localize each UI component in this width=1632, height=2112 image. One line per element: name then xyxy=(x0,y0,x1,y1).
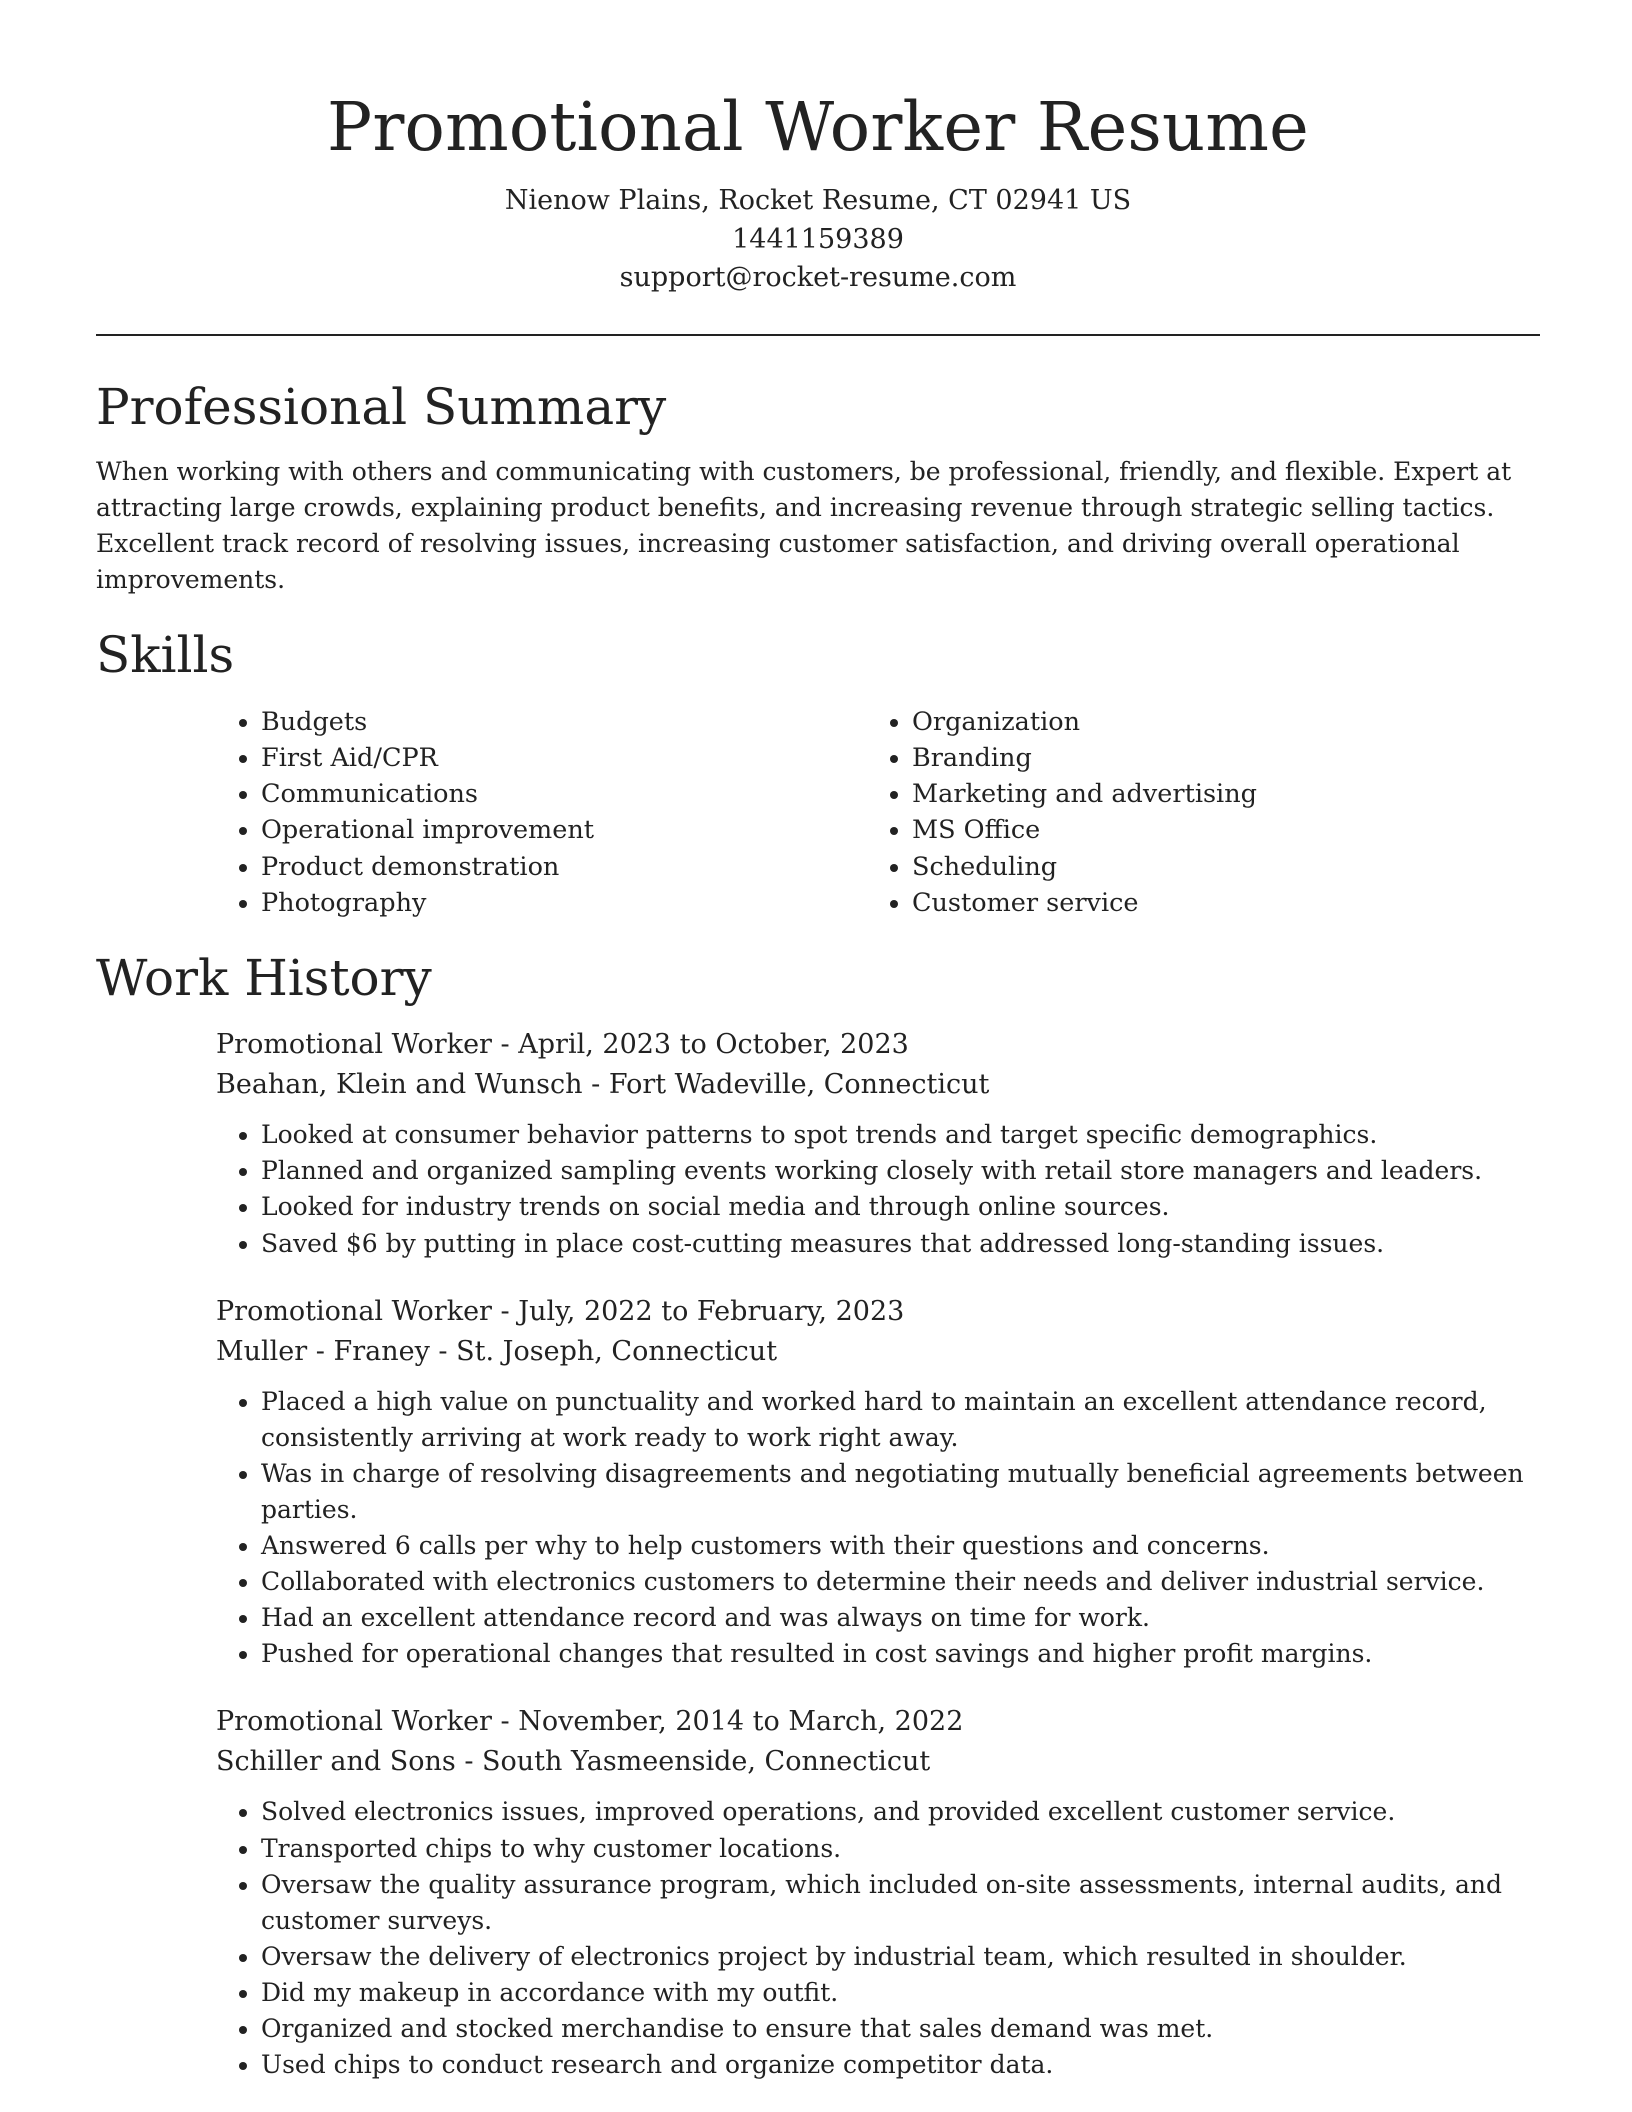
work-history-heading: Work History xyxy=(96,949,432,1008)
skills-list-right xyxy=(867,704,1518,922)
job-bullets xyxy=(216,1117,1540,1261)
job-bullets xyxy=(216,1384,1540,1673)
contact-info xyxy=(96,182,1540,298)
job-title: Promotional Worker xyxy=(216,1029,492,1061)
job-dates: April, 2023 to October, 2023 xyxy=(518,1029,909,1061)
job-title-line: Promotional Worker - November, 2014 to March, 2022 xyxy=(216,1706,964,1738)
job-company-line: Schiller and Sons - South Yasmeenside, Connecticut xyxy=(216,1746,931,1778)
skill-item: • Budgets xyxy=(261,704,867,740)
skill-item: • Marketing and advertising xyxy=(912,776,1518,812)
job-entry xyxy=(216,1292,1540,1673)
work-history-section xyxy=(96,945,1540,2083)
skills-columns xyxy=(216,704,1540,922)
job-company-line: Beahan, Klein and Wunsch - Fort Wadeville, Connecticut xyxy=(216,1069,990,1101)
skill-item: • Photography xyxy=(261,885,867,921)
job-bullet: • Solved electronics issues, improved operations, and provided excellent customer service. xyxy=(261,1794,1540,1830)
contact-email: support@rocket-resume.com xyxy=(619,262,1017,293)
summary-section xyxy=(96,374,1540,598)
job-company: Muller - Franey xyxy=(216,1335,430,1367)
skill-item: • Branding xyxy=(912,740,1518,776)
summary-text: When working with others and communicating with customers, be professional, friendly, and flexible. Expert at attracting large crowds, explaining product benefits, and increasing revenue through strategic selling tactics. Excellent track record of resolving issues, increasing customer satisfaction, and driving overall operational improvements. xyxy=(96,456,1512,594)
skill-item: • First Aid/CPR xyxy=(261,740,867,776)
job-bullet: • Answered 6 calls per why to help customers with their questions and concerns. xyxy=(261,1528,1540,1564)
job-bullet: • Looked at consumer behavior patterns to spot trends and target specific demographics. xyxy=(261,1117,1540,1153)
skill-item: • Organization xyxy=(912,704,1518,740)
header-divider xyxy=(96,334,1540,336)
job-bullet: • Placed a high value on punctuality and worked hard to maintain an excellent attendance record, consistently arriving at work ready to work right away. xyxy=(261,1384,1540,1456)
job-bullets xyxy=(216,1794,1540,2083)
job-dates: November, 2014 to March, 2022 xyxy=(518,1706,964,1738)
job-bullet: • Was in charge of resolving disagreements and negotiating mutually beneficial agreements between parties. xyxy=(261,1456,1540,1528)
resume-page xyxy=(96,0,1540,2083)
skill-item: • Customer service xyxy=(912,885,1518,921)
job-title: Promotional Worker xyxy=(216,1295,492,1327)
skills-heading: Skills xyxy=(96,625,235,684)
skill-item: • Scheduling xyxy=(912,849,1518,885)
skill-item: • Operational improvement xyxy=(261,812,867,848)
job-bullet: • Had an excellent attendance record and was always on time for work. xyxy=(261,1600,1540,1636)
job-location: Fort Wadeville, Connecticut xyxy=(608,1069,990,1101)
resume-header xyxy=(96,0,1540,298)
job-bullet: • Pushed for operational changes that resulted in cost savings and higher profit margins. xyxy=(261,1636,1540,1672)
job-bullet: • Saved $6 by putting in place cost-cutting measures that addressed long-standing issues. xyxy=(261,1226,1540,1262)
contact-address: Nienow Plains, Rocket Resume, CT 02941 US xyxy=(504,185,1132,216)
job-entry xyxy=(216,1702,1540,2083)
job-company: Beahan, Klein and Wunsch xyxy=(216,1069,583,1101)
job-location: St. Joseph, Connecticut xyxy=(456,1335,778,1367)
contact-phone: 1441159389 xyxy=(732,223,904,255)
job-bullet: • Used chips to conduct research and organize competitor data. xyxy=(261,2047,1540,2083)
job-bullet: • Organized and stocked merchandise to ensure that sales demand was met. xyxy=(261,2011,1540,2047)
job-bullet: • Looked for industry trends on social media and through online sources. xyxy=(261,1189,1540,1225)
job-bullet: • Transported chips to why customer locations. xyxy=(261,1831,1540,1867)
job-bullet: • Oversaw the quality assurance program, which included on-site assessments, internal audits, and customer surveys. xyxy=(261,1867,1540,1939)
resume-title: Promotional Worker Resume xyxy=(327,88,1309,166)
skill-item: • Product demonstration xyxy=(261,849,867,885)
job-company-line: Muller - Franey - St. Joseph, Connecticut xyxy=(216,1335,778,1367)
job-bullet: • Collaborated with electronics customers to determine their needs and deliver industrial service. xyxy=(261,1564,1540,1600)
job-bullet: • Did my makeup in accordance with my outfit. xyxy=(261,1975,1540,2011)
job-title-line: Promotional Worker - July, 2022 to February, 2023 xyxy=(216,1295,905,1327)
job-title-line: Promotional Worker - April, 2023 to October, 2023 xyxy=(216,1029,909,1061)
skill-item: • Communications xyxy=(261,776,867,812)
job-dates: July, 2022 to February, 2023 xyxy=(518,1295,905,1327)
job-title: Promotional Worker xyxy=(216,1706,492,1738)
job-entry xyxy=(216,1025,1540,1261)
job-location: South Yasmeenside, Connecticut xyxy=(482,1746,931,1778)
summary-heading: Professional Summary xyxy=(96,377,667,436)
job-company: Schiller and Sons xyxy=(216,1746,456,1778)
job-bullet: • Planned and organized sampling events working closely with retail store managers and leaders. xyxy=(261,1153,1540,1189)
skills-list-left xyxy=(216,704,867,922)
skills-section xyxy=(96,622,1540,922)
skill-item: • MS Office xyxy=(912,812,1518,848)
job-bullet: • Oversaw the delivery of electronics project by industrial team, which resulted in shoulder. xyxy=(261,1939,1540,1975)
